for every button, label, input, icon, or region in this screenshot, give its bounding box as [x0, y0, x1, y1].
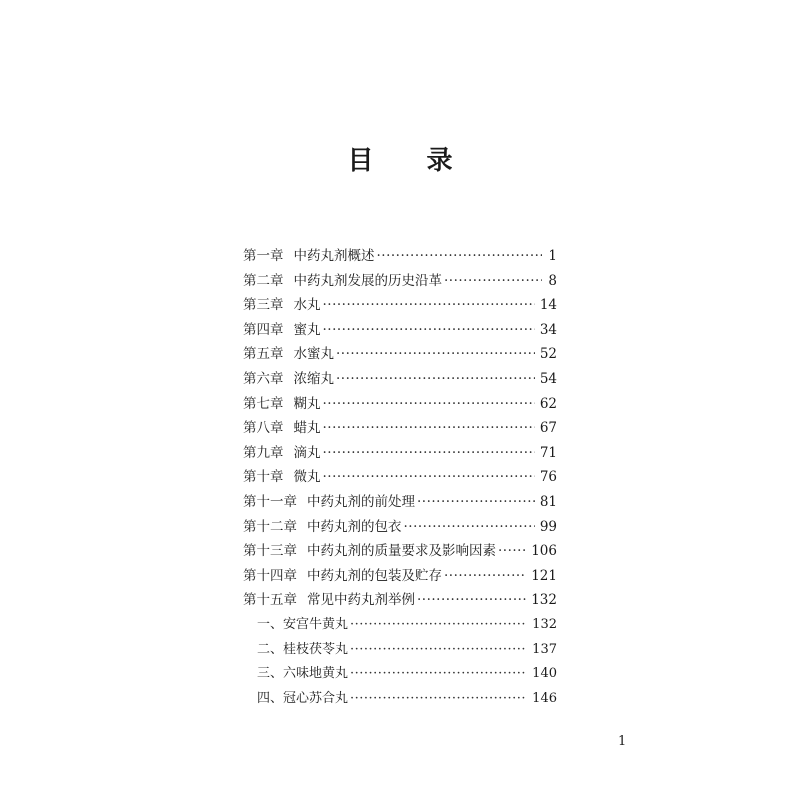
section-title: 三、六味地黄丸 — [257, 666, 349, 682]
page-number: 14 — [539, 297, 557, 314]
page-number: 132 — [531, 592, 557, 609]
toc-sub-entry[interactable] — [243, 638, 557, 663]
chapter-title: 滴丸 — [293, 444, 321, 461]
chapter-number: 第十五章 — [243, 592, 297, 609]
toc-entry[interactable] — [243, 318, 557, 343]
chapter-number: 第六章 — [243, 370, 284, 387]
toc-entry[interactable] — [243, 342, 557, 367]
chapter-title: 中药丸剂的包衣 — [307, 518, 402, 535]
dot-leader — [444, 269, 542, 294]
chapter-title: 水蜜丸 — [293, 346, 334, 363]
toc-entry[interactable] — [243, 367, 557, 392]
dot-leader — [323, 293, 535, 318]
dot-leader — [417, 588, 526, 613]
page-title: 目 录 — [347, 146, 475, 176]
chapter-title: 中药丸剂概述 — [293, 248, 375, 264]
page-number: 99 — [539, 518, 557, 535]
dot-leader — [404, 515, 535, 540]
dot-leader — [336, 342, 535, 367]
chapter-title: 常见中药丸剂举例 — [307, 592, 415, 609]
page-number: 140 — [532, 666, 557, 682]
dot-leader — [350, 662, 527, 687]
toc-sub-entry[interactable] — [243, 662, 557, 687]
toc-entry[interactable] — [243, 269, 557, 294]
toc-entry[interactable] — [243, 515, 557, 540]
section-title: 四、冠心苏合丸 — [257, 690, 349, 706]
page-number: 54 — [539, 370, 557, 387]
toc-sub-entry[interactable] — [243, 687, 557, 712]
dot-leader — [350, 638, 527, 663]
dot-leader — [417, 490, 535, 515]
toc-entry[interactable] — [243, 244, 557, 269]
chapter-number: 第十二章 — [243, 518, 297, 535]
chapter-title: 糊丸 — [293, 395, 321, 412]
page-number: 106 — [531, 543, 557, 560]
toc-entry[interactable] — [243, 564, 557, 589]
toc-entry[interactable] — [243, 416, 557, 441]
chapter-number: 第十三章 — [243, 543, 297, 560]
page-number: 1 — [548, 248, 557, 264]
chapter-title: 中药丸剂的质量要求及影响因素 — [307, 543, 496, 560]
chapter-title: 水丸 — [293, 297, 321, 314]
page-number: 137 — [532, 641, 557, 657]
dot-leader — [323, 392, 535, 417]
page-number: 146 — [532, 690, 557, 706]
dot-leader — [323, 465, 535, 490]
page-number: 132 — [532, 616, 557, 632]
chapter-title: 微丸 — [293, 469, 321, 486]
chapter-number: 第十章 — [243, 469, 284, 486]
chapter-number: 第一章 — [243, 248, 284, 264]
toc-entry[interactable] — [243, 465, 557, 490]
page-number: 71 — [539, 444, 557, 461]
page-number: 52 — [539, 346, 557, 363]
chapter-number: 第十四章 — [243, 567, 297, 584]
toc-entry[interactable] — [243, 392, 557, 417]
dot-leader — [323, 441, 535, 466]
page-number: 121 — [531, 567, 557, 584]
toc-entry[interactable] — [243, 588, 557, 613]
chapter-number: 第八章 — [243, 420, 284, 437]
chapter-title: 中药丸剂的包装及贮存 — [307, 567, 442, 584]
toc-sub-entry[interactable] — [243, 613, 557, 638]
section-title: 一、安宫牛黄丸 — [257, 616, 349, 632]
chapter-title: 浓缩丸 — [293, 370, 334, 387]
chapter-number: 第五章 — [243, 346, 284, 363]
chapter-title: 中药丸剂的前处理 — [307, 493, 415, 510]
chapter-number: 第四章 — [243, 321, 284, 338]
dot-leader — [444, 564, 526, 589]
page-number: 76 — [539, 469, 557, 486]
footer-page-number: 1 — [618, 734, 627, 749]
chapter-title: 中药丸剂发展的历史沿革 — [293, 272, 442, 289]
dot-leader — [498, 539, 526, 564]
toc-entry[interactable] — [243, 490, 557, 515]
page-number: 67 — [539, 420, 557, 437]
page-number: 81 — [539, 493, 557, 510]
toc-entry[interactable] — [243, 539, 557, 564]
page-number: 34 — [539, 321, 557, 338]
chapter-number: 第三章 — [243, 297, 284, 314]
dot-leader — [377, 244, 543, 269]
page-number: 8 — [548, 272, 557, 289]
toc-entry[interactable] — [243, 293, 557, 318]
chapter-number: 第九章 — [243, 444, 284, 461]
chapter-number: 第二章 — [243, 272, 284, 289]
dot-leader — [336, 367, 535, 392]
page-number: 62 — [539, 395, 557, 412]
chapter-title: 蜜丸 — [293, 321, 321, 338]
chapter-title: 蜡丸 — [293, 420, 321, 437]
dot-leader — [323, 416, 535, 441]
chapter-number: 第七章 — [243, 395, 284, 412]
chapter-number: 第十一章 — [243, 493, 297, 510]
dot-leader — [323, 318, 535, 343]
table-of-contents — [243, 244, 557, 711]
dot-leader — [350, 613, 527, 638]
toc-entry[interactable] — [243, 441, 557, 466]
section-title: 二、桂枝茯苓丸 — [257, 641, 349, 657]
dot-leader — [350, 687, 527, 712]
